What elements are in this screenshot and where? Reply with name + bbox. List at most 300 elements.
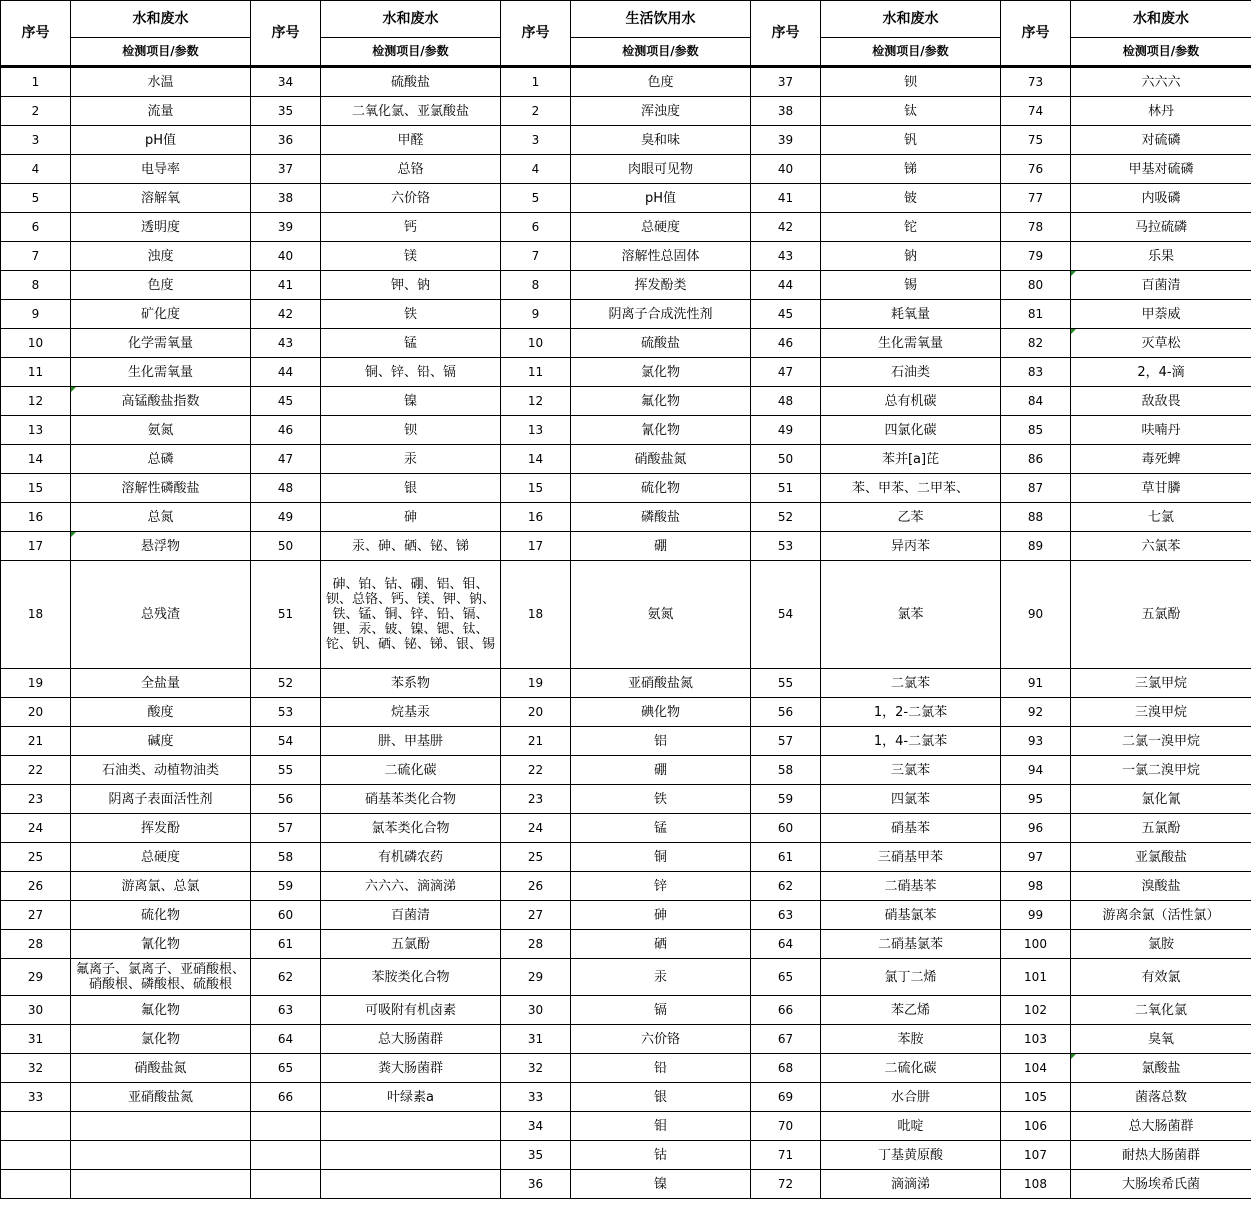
seq-cell: 3: [501, 126, 571, 155]
parameter-cell: 二氯一溴甲烷: [1071, 727, 1251, 756]
seq-cell: 93: [1001, 727, 1071, 756]
seq-cell: 37: [251, 155, 321, 184]
header-row-groups: [1, 1, 1251, 38]
parameter-cell: 苯胺类化合物: [321, 959, 501, 996]
parameter-cell: 异丙苯: [821, 532, 1001, 561]
seq-cell: 29: [1, 959, 71, 996]
seq-cell: 68: [751, 1054, 821, 1083]
seq-cell: 102: [1001, 996, 1071, 1025]
seq-cell: 39: [751, 126, 821, 155]
seq-cell: 46: [751, 329, 821, 358]
parameter-cell: 三氯甲烷: [1071, 669, 1251, 698]
seq-cell: [251, 1112, 321, 1141]
parameter-cell: 可吸附有机卤素: [321, 996, 501, 1025]
parameter-cell: 硝基苯类化合物: [321, 785, 501, 814]
parameter-cell: 臭和味: [571, 126, 751, 155]
seq-cell: 82: [1001, 329, 1071, 358]
seq-cell: 17: [501, 532, 571, 561]
parameter-cell: 氯丁二烯: [821, 959, 1001, 996]
table-row: [1, 727, 1251, 756]
seq-cell: 5: [501, 184, 571, 213]
seq-cell: 58: [751, 756, 821, 785]
table-row: [1, 213, 1251, 242]
seq-cell: 51: [751, 474, 821, 503]
parameter-cell: 镍: [571, 1170, 751, 1199]
seq-cell: 49: [751, 416, 821, 445]
parameter-cell: 二氧化氯、亚氯酸盐: [321, 97, 501, 126]
seq-cell: 69: [751, 1083, 821, 1112]
seq-cell: 53: [251, 698, 321, 727]
seq-cell: 103: [1001, 1025, 1071, 1054]
seq-cell: 6: [1, 213, 71, 242]
seq-cell: 17: [1, 532, 71, 561]
table-row: [1, 242, 1251, 271]
parameter-cell: 毒死蜱: [1071, 445, 1251, 474]
seq-cell: 4: [1, 155, 71, 184]
seq-cell: 32: [1, 1054, 71, 1083]
parameter-cell: 大肠埃希氏菌: [1071, 1170, 1251, 1199]
parameter-cell: 化学需氧量: [71, 329, 251, 358]
parameter-cell: [71, 1141, 251, 1170]
seq-cell: 44: [251, 358, 321, 387]
seq-cell: 91: [1001, 669, 1071, 698]
parameter-cell: pH值: [71, 126, 251, 155]
table-row: [1, 1170, 1251, 1199]
table-row: [1, 872, 1251, 901]
parameter-cell: 镉: [571, 996, 751, 1025]
seq-cell: [251, 1170, 321, 1199]
parameter-cell: pH值: [571, 184, 751, 213]
seq-cell: 22: [1, 756, 71, 785]
parameter-cell: 林丹: [1071, 97, 1251, 126]
parameter-cell: 硫化物: [571, 474, 751, 503]
seq-cell: 83: [1001, 358, 1071, 387]
seq-cell: 56: [251, 785, 321, 814]
parameter-cell: 苯系物: [321, 669, 501, 698]
parameter-cell: 四氯化碳: [821, 416, 1001, 445]
seq-cell: 57: [251, 814, 321, 843]
parameter-cell: 灭草松: [1071, 329, 1251, 358]
seq-cell: 47: [251, 445, 321, 474]
parameter-cell: 氯酸盐: [1071, 1054, 1251, 1083]
parameter-cell: 镁: [321, 242, 501, 271]
seq-cell: 52: [751, 503, 821, 532]
seq-cell: 41: [751, 184, 821, 213]
seq-cell: 25: [501, 843, 571, 872]
seq-cell: 28: [501, 930, 571, 959]
parameter-cell: 甲萘威: [1071, 300, 1251, 329]
parameter-cell: [71, 1112, 251, 1141]
seq-cell: 64: [751, 930, 821, 959]
parameter-cell: 七氯: [1071, 503, 1251, 532]
group-header: 水和废水: [71, 1, 251, 38]
seq-cell: 75: [1001, 126, 1071, 155]
seq-cell: 62: [751, 872, 821, 901]
parameter-cell: 甲醛: [321, 126, 501, 155]
seq-cell: 11: [1, 358, 71, 387]
parameter-cell: 色度: [71, 271, 251, 300]
parameter-cell: 砷: [321, 503, 501, 532]
parameter-cell: 挥发酚类: [571, 271, 751, 300]
table-row: [1, 184, 1251, 213]
parameter-cell: [321, 1170, 501, 1199]
seq-cell: 7: [1, 242, 71, 271]
parameter-cell: 铝: [571, 727, 751, 756]
parameter-cell: 银: [321, 474, 501, 503]
seq-cell: 45: [251, 387, 321, 416]
seq-cell: 55: [751, 669, 821, 698]
seq-cell: 8: [501, 271, 571, 300]
parameter-cell: 五氯酚: [1071, 561, 1251, 669]
seq-cell: 63: [751, 901, 821, 930]
seq-cell: 78: [1001, 213, 1071, 242]
table-row: [1, 387, 1251, 416]
parameter-cell: 氟离子、氯离子、亚硝酸根、硝酸根、磷酸根、硫酸根: [71, 959, 251, 996]
seq-cell: 33: [1, 1083, 71, 1112]
parameter-cell: 游离余氯（活性氯）: [1071, 901, 1251, 930]
seq-cell: 1: [501, 68, 571, 97]
seq-cell: 51: [251, 561, 321, 669]
seq-cell: 90: [1001, 561, 1071, 669]
parameter-cell: 二硝基氯苯: [821, 930, 1001, 959]
seq-header: 序号: [501, 1, 571, 67]
seq-cell: 71: [751, 1141, 821, 1170]
parameter-cell: 三氯苯: [821, 756, 1001, 785]
seq-cell: 40: [751, 155, 821, 184]
parameter-cell: 阴离子合成洗性剂: [571, 300, 751, 329]
parameter-cell: 游离氯、总氯: [71, 872, 251, 901]
parameter-cell: 六六六: [1071, 68, 1251, 97]
seq-cell: 36: [251, 126, 321, 155]
parameter-cell: 四氯苯: [821, 785, 1001, 814]
seq-cell: 6: [501, 213, 571, 242]
seq-cell: 97: [1001, 843, 1071, 872]
seq-cell: 16: [1, 503, 71, 532]
group-header: 水和废水: [321, 1, 501, 38]
seq-cell: 10: [501, 329, 571, 358]
seq-cell: 73: [1001, 68, 1071, 97]
table-row: [1, 561, 1251, 669]
parameter-cell: [71, 1170, 251, 1199]
table-row: [1, 669, 1251, 698]
parameter-cell: 马拉硫磷: [1071, 213, 1251, 242]
parameter-cell: 全盐量: [71, 669, 251, 698]
parameter-cell: 总氮: [71, 503, 251, 532]
parameter-cell: 钾、钠: [321, 271, 501, 300]
seq-cell: 45: [751, 300, 821, 329]
seq-cell: 8: [1, 271, 71, 300]
parameter-cell: 汞: [321, 445, 501, 474]
parameter-cell: 叶绿素a: [321, 1083, 501, 1112]
parameter-cell: 总残渣: [71, 561, 251, 669]
seq-cell: 63: [251, 996, 321, 1025]
seq-cell: [1, 1112, 71, 1141]
table-row: [1, 300, 1251, 329]
table-row: [1, 698, 1251, 727]
seq-cell: 12: [1, 387, 71, 416]
parameter-cell: 二氯苯: [821, 669, 1001, 698]
parameter-cell: 溶解性磷酸盐: [71, 474, 251, 503]
parameter-cell: 五氯酚: [1071, 814, 1251, 843]
parameter-cell: 石油类、动植物油类: [71, 756, 251, 785]
parameter-cell: 敌敌畏: [1071, 387, 1251, 416]
seq-cell: 43: [751, 242, 821, 271]
parameter-cell: 氟化物: [571, 387, 751, 416]
seq-cell: 35: [251, 97, 321, 126]
seq-cell: 84: [1001, 387, 1071, 416]
parameter-cell: 硝基苯: [821, 814, 1001, 843]
parameter-cell: 砷: [571, 901, 751, 930]
seq-cell: 70: [751, 1112, 821, 1141]
parameter-cell: 乙苯: [821, 503, 1001, 532]
seq-cell: 60: [251, 901, 321, 930]
seq-cell: 36: [501, 1170, 571, 1199]
parameter-cell: 浑浊度: [571, 97, 751, 126]
seq-cell: 98: [1001, 872, 1071, 901]
seq-cell: 74: [1001, 97, 1071, 126]
seq-cell: 46: [251, 416, 321, 445]
parameter-cell: 溶解氧: [71, 184, 251, 213]
parameter-cell: 溶解性总固体: [571, 242, 751, 271]
seq-cell: 5: [1, 184, 71, 213]
parameter-cell: 苯乙烯: [821, 996, 1001, 1025]
parameter-cell: 百菌清: [1071, 271, 1251, 300]
table-row: [1, 843, 1251, 872]
seq-cell: 2: [501, 97, 571, 126]
parameter-cell: 汞、砷、硒、铋、锑: [321, 532, 501, 561]
parameter-cell: 菌落总数: [1071, 1083, 1251, 1112]
parameter-cell: 氨氮: [71, 416, 251, 445]
seq-cell: 95: [1001, 785, 1071, 814]
parameter-cell: 锡: [821, 271, 1001, 300]
seq-cell: 19: [501, 669, 571, 698]
seq-cell: 24: [501, 814, 571, 843]
table-row: [1, 959, 1251, 996]
seq-cell: 16: [501, 503, 571, 532]
param-header: 检测项目/参数: [571, 38, 751, 67]
parameter-cell: 粪大肠菌群: [321, 1054, 501, 1083]
seq-cell: 89: [1001, 532, 1071, 561]
seq-cell: 15: [1, 474, 71, 503]
seq-cell: 33: [501, 1083, 571, 1112]
seq-cell: 3: [1, 126, 71, 155]
seq-cell: 99: [1001, 901, 1071, 930]
seq-cell: 4: [501, 155, 571, 184]
seq-cell: 106: [1001, 1112, 1071, 1141]
table-row: [1, 416, 1251, 445]
parameter-cell: 银: [571, 1083, 751, 1112]
parameter-cell: 氯苯类化合物: [321, 814, 501, 843]
seq-cell: 14: [1, 445, 71, 474]
table-row: [1, 329, 1251, 358]
parameter-cell: 氰化物: [571, 416, 751, 445]
seq-cell: 61: [751, 843, 821, 872]
parameter-cell: 生化需氧量: [821, 329, 1001, 358]
table-row: [1, 814, 1251, 843]
seq-cell: 62: [251, 959, 321, 996]
table-row: [1, 756, 1251, 785]
parameter-cell: 氯苯: [821, 561, 1001, 669]
seq-cell: 54: [751, 561, 821, 669]
parameter-cell: 滴滴涕: [821, 1170, 1001, 1199]
seq-cell: 39: [251, 213, 321, 242]
parameter-cell: 砷、铂、钴、硼、铝、钼、钡、总铬、钙、镁、钾、钠、铁、锰、铜、锌、铅、镉、锂、汞、铍、镍、锶、钛、铊、钒、硒、铋、锑、银、锡: [321, 561, 501, 669]
seq-cell: 38: [751, 97, 821, 126]
parameter-cell: 氨氮: [571, 561, 751, 669]
seq-cell: 32: [501, 1054, 571, 1083]
table-row: [1, 155, 1251, 184]
seq-cell: 35: [501, 1141, 571, 1170]
parameter-cell: 六价铬: [321, 184, 501, 213]
seq-cell: [251, 1141, 321, 1170]
parameter-cell: 硼: [571, 756, 751, 785]
seq-cell: 30: [1, 996, 71, 1025]
seq-cell: 104: [1001, 1054, 1071, 1083]
parameter-cell: 肼、甲基肼: [321, 727, 501, 756]
seq-cell: 47: [751, 358, 821, 387]
parameter-cell: 总铬: [321, 155, 501, 184]
table-row: [1, 358, 1251, 387]
seq-cell: 66: [751, 996, 821, 1025]
table-row: [1, 1112, 1251, 1141]
seq-cell: 18: [1, 561, 71, 669]
seq-cell: 58: [251, 843, 321, 872]
parameter-cell: 总大肠菌群: [1071, 1112, 1251, 1141]
parameter-cell: 肉眼可见物: [571, 155, 751, 184]
parameter-cell: 总大肠菌群: [321, 1025, 501, 1054]
parameter-cell: 磷酸盐: [571, 503, 751, 532]
parameter-cell: 二硝基苯: [821, 872, 1001, 901]
seq-cell: 67: [751, 1025, 821, 1054]
parameter-cell: 六价铬: [571, 1025, 751, 1054]
param-header: 检测项目/参数: [1071, 38, 1251, 67]
seq-cell: 14: [501, 445, 571, 474]
seq-cell: 88: [1001, 503, 1071, 532]
seq-cell: 65: [251, 1054, 321, 1083]
parameter-cell: 铜: [571, 843, 751, 872]
parameter-cell: 总有机碳: [821, 387, 1001, 416]
parameter-cell: 矿化度: [71, 300, 251, 329]
parameter-cell: 石油类: [821, 358, 1001, 387]
parameter-cell: 铍: [821, 184, 1001, 213]
seq-cell: 100: [1001, 930, 1071, 959]
parameter-cell: [321, 1112, 501, 1141]
table-row: [1, 1141, 1251, 1170]
parameter-cell: 总磷: [71, 445, 251, 474]
seq-cell: 21: [1, 727, 71, 756]
parameter-cell: 亚硝酸盐氮: [571, 669, 751, 698]
seq-cell: 30: [501, 996, 571, 1025]
parameter-cell: 吡啶: [821, 1112, 1001, 1141]
seq-cell: 42: [751, 213, 821, 242]
parameter-cell: 二硫化碳: [821, 1054, 1001, 1083]
seq-cell: 48: [251, 474, 321, 503]
seq-cell: 40: [251, 242, 321, 271]
parameter-cell: 阴离子表面活性剂: [71, 785, 251, 814]
parameter-cell: 六六六、滴滴涕: [321, 872, 501, 901]
seq-cell: 20: [501, 698, 571, 727]
table-row: [1, 901, 1251, 930]
table-row: [1, 271, 1251, 300]
parameter-cell: 氯胺: [1071, 930, 1251, 959]
parameter-cell: 锰: [321, 329, 501, 358]
seq-cell: 24: [1, 814, 71, 843]
parameter-cell: 挥发酚: [71, 814, 251, 843]
parameter-cell: [321, 1141, 501, 1170]
table-row: [1, 445, 1251, 474]
seq-cell: 38: [251, 184, 321, 213]
parameter-cell: 锌: [571, 872, 751, 901]
seq-cell: 9: [501, 300, 571, 329]
parameter-cell: 硝酸盐氮: [71, 1054, 251, 1083]
parameter-cell: 氯化物: [571, 358, 751, 387]
parameter-cell: 耐热大肠菌群: [1071, 1141, 1251, 1170]
parameter-cell: 氟化物: [71, 996, 251, 1025]
seq-cell: 26: [501, 872, 571, 901]
parameter-cell: 钡: [321, 416, 501, 445]
seq-cell: 12: [501, 387, 571, 416]
parameter-cell: 2，4-滴: [1071, 358, 1251, 387]
parameter-cell: 钙: [321, 213, 501, 242]
parameter-cell: 草甘膦: [1071, 474, 1251, 503]
parameter-cell: 氰化物: [71, 930, 251, 959]
seq-cell: 10: [1, 329, 71, 358]
parameter-cell: 有机磷农药: [321, 843, 501, 872]
seq-cell: 76: [1001, 155, 1071, 184]
parameter-cell: 氯化氰: [1071, 785, 1251, 814]
table-row: [1, 1083, 1251, 1112]
table-row: [1, 126, 1251, 155]
parameter-cell: 二硫化碳: [321, 756, 501, 785]
parameter-cell: 悬浮物: [71, 532, 251, 561]
parameter-cell: 钠: [821, 242, 1001, 271]
seq-cell: 60: [751, 814, 821, 843]
parameter-cell: 二氧化氯: [1071, 996, 1251, 1025]
seq-cell: 27: [1, 901, 71, 930]
seq-cell: 49: [251, 503, 321, 532]
parameter-cell: 乐果: [1071, 242, 1251, 271]
parameter-cell: 浊度: [71, 242, 251, 271]
seq-cell: 64: [251, 1025, 321, 1054]
seq-cell: 101: [1001, 959, 1071, 996]
table-row: [1, 97, 1251, 126]
seq-cell: 50: [751, 445, 821, 474]
parameter-cell: 钒: [821, 126, 1001, 155]
seq-cell: 77: [1001, 184, 1071, 213]
seq-cell: 44: [751, 271, 821, 300]
seq-cell: 94: [1001, 756, 1071, 785]
parameter-cell: 三溴甲烷: [1071, 698, 1251, 727]
seq-cell: 41: [251, 271, 321, 300]
parameter-cell: 硝基氯苯: [821, 901, 1001, 930]
parameter-cell: 苯胺: [821, 1025, 1001, 1054]
table-row: [1, 785, 1251, 814]
seq-header: 序号: [1, 1, 71, 67]
seq-cell: 9: [1, 300, 71, 329]
seq-cell: 55: [251, 756, 321, 785]
parameter-cell: 五氯酚: [321, 930, 501, 959]
parameter-cell: 硫化物: [71, 901, 251, 930]
seq-cell: 21: [501, 727, 571, 756]
seq-cell: 13: [501, 416, 571, 445]
group-header: 水和废水: [1071, 1, 1251, 38]
seq-header: 序号: [251, 1, 321, 67]
seq-cell: 29: [501, 959, 571, 996]
parameter-cell: 流量: [71, 97, 251, 126]
seq-cell: 18: [501, 561, 571, 669]
group-header: 水和废水: [821, 1, 1001, 38]
parameter-cell: 碘化物: [571, 698, 751, 727]
